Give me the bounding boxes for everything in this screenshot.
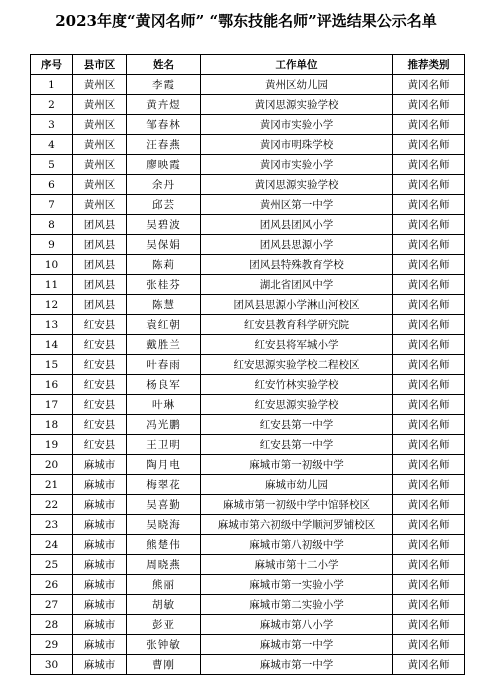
cell-name: 梅翠花 — [127, 475, 201, 495]
cell-district: 黄州区 — [73, 135, 127, 155]
cell-category: 黄冈名师 — [393, 415, 465, 435]
cell-name: 周晓燕 — [127, 555, 201, 575]
cell-work-unit: 麻城市第一初级中学中馆驿校区 — [201, 495, 393, 515]
cell-district: 黄州区 — [73, 75, 127, 95]
cell-work-unit: 黄州区第一中学 — [201, 195, 393, 215]
cell-serial: 14 — [31, 335, 73, 355]
cell-name: 熊丽 — [127, 575, 201, 595]
table-row — [31, 335, 465, 355]
cell-category: 黄冈名师 — [393, 175, 465, 195]
cell-serial: 27 — [31, 595, 73, 615]
cell-category: 黄冈名师 — [393, 75, 465, 95]
cell-name: 曹刚 — [127, 655, 201, 675]
cell-category: 黄冈名师 — [393, 355, 465, 375]
cell-work-unit: 团风县团风小学 — [201, 215, 393, 235]
cell-work-unit: 红安县第一中学 — [201, 435, 393, 455]
cell-category: 黄冈名师 — [393, 455, 465, 475]
cell-serial: 7 — [31, 195, 73, 215]
cell-serial: 20 — [31, 455, 73, 475]
cell-serial: 6 — [31, 175, 73, 195]
cell-name: 叶琳 — [127, 395, 201, 415]
cell-serial: 3 — [31, 115, 73, 135]
cell-name: 戴胜兰 — [127, 335, 201, 355]
cell-name: 吴喜勤 — [127, 495, 201, 515]
cell-serial: 18 — [31, 415, 73, 435]
table-row — [31, 175, 465, 195]
cell-work-unit: 麻城市第一实验小学 — [201, 575, 393, 595]
cell-work-unit: 麻城市第二实验小学 — [201, 595, 393, 615]
cell-serial: 22 — [31, 495, 73, 515]
cell-work-unit: 黄冈思源实验学校 — [201, 95, 393, 115]
cell-serial: 17 — [31, 395, 73, 415]
cell-category: 黄冈名师 — [393, 475, 465, 495]
cell-category: 黄冈名师 — [393, 295, 465, 315]
cell-category: 黄冈名师 — [393, 655, 465, 675]
cell-serial: 30 — [31, 655, 73, 675]
cell-district: 红安县 — [73, 335, 127, 355]
cell-name: 李霞 — [127, 75, 201, 95]
cell-serial: 25 — [31, 555, 73, 575]
cell-category: 黄冈名师 — [393, 555, 465, 575]
cell-work-unit: 团风县特殊教育学校 — [201, 255, 393, 275]
cell-district: 麻城市 — [73, 455, 127, 475]
table-row — [31, 535, 465, 555]
table-row — [31, 115, 465, 135]
cell-work-unit: 麻城市第一初级中学 — [201, 455, 393, 475]
cell-name: 吴晓海 — [127, 515, 201, 535]
cell-district: 麻城市 — [73, 575, 127, 595]
cell-category: 黄冈名师 — [393, 335, 465, 355]
cell-name: 陈慧 — [127, 295, 201, 315]
table-row — [31, 195, 465, 215]
table-row — [31, 515, 465, 535]
table-row — [31, 635, 465, 655]
cell-name: 张钟敏 — [127, 635, 201, 655]
cell-name: 吴保娟 — [127, 235, 201, 255]
table-row — [31, 375, 465, 395]
cell-work-unit: 麻城市第八初级中学 — [201, 535, 393, 555]
table-row — [31, 435, 465, 455]
cell-work-unit: 黄州区幼儿园 — [201, 75, 393, 95]
cell-district: 团风县 — [73, 235, 127, 255]
table-row — [31, 235, 465, 255]
cell-name: 熊楚伟 — [127, 535, 201, 555]
table-row — [31, 495, 465, 515]
cell-name: 王卫明 — [127, 435, 201, 455]
table-row — [31, 395, 465, 415]
cell-category: 黄冈名师 — [393, 375, 465, 395]
cell-category: 黄冈名师 — [393, 255, 465, 275]
cell-serial: 28 — [31, 615, 73, 635]
cell-serial: 5 — [31, 155, 73, 175]
cell-category: 黄冈名师 — [393, 535, 465, 555]
table-row — [31, 415, 465, 435]
table-row — [31, 295, 465, 315]
cell-serial: 1 — [31, 75, 73, 95]
cell-work-unit: 麻城市第六初级中学顺河罗铺校区 — [201, 515, 393, 535]
cell-category: 黄冈名师 — [393, 275, 465, 295]
cell-work-unit: 红安县第一中学 — [201, 415, 393, 435]
cell-district: 团风县 — [73, 275, 127, 295]
cell-category: 黄冈名师 — [393, 135, 465, 155]
cell-work-unit: 黄冈思源实验学校 — [201, 175, 393, 195]
cell-district: 麻城市 — [73, 595, 127, 615]
cell-district: 红安县 — [73, 315, 127, 335]
table-row — [31, 575, 465, 595]
cell-serial: 9 — [31, 235, 73, 255]
cell-serial: 10 — [31, 255, 73, 275]
cell-serial: 4 — [31, 135, 73, 155]
cell-name: 袁红朝 — [127, 315, 201, 335]
cell-district: 麻城市 — [73, 615, 127, 635]
cell-name: 余丹 — [127, 175, 201, 195]
cell-district: 红安县 — [73, 395, 127, 415]
cell-work-unit: 麻城市第一中学 — [201, 635, 393, 655]
cell-category: 黄冈名师 — [393, 115, 465, 135]
cell-work-unit: 红安县将军城小学 — [201, 335, 393, 355]
cell-district: 麻城市 — [73, 515, 127, 535]
cell-category: 黄冈名师 — [393, 595, 465, 615]
cell-category: 黄冈名师 — [393, 635, 465, 655]
cell-name: 冯光鹏 — [127, 415, 201, 435]
table-row — [31, 255, 465, 275]
table-row — [31, 475, 465, 495]
cell-district: 团风县 — [73, 295, 127, 315]
cell-serial: 15 — [31, 355, 73, 375]
cell-district: 红安县 — [73, 355, 127, 375]
cell-serial: 2 — [31, 95, 73, 115]
table-row — [31, 315, 465, 335]
cell-serial: 11 — [31, 275, 73, 295]
table-row — [31, 555, 465, 575]
cell-district: 团风县 — [73, 215, 127, 235]
cell-work-unit: 团风县思源小学淋山河校区 — [201, 295, 393, 315]
cell-district: 麻城市 — [73, 475, 127, 495]
cell-work-unit: 红安竹林实验学校 — [201, 375, 393, 395]
table-row — [31, 455, 465, 475]
results-table — [30, 54, 465, 675]
cell-district: 红安县 — [73, 375, 127, 395]
cell-work-unit: 麻城市第十二小学 — [201, 555, 393, 575]
table-row — [31, 135, 465, 155]
table-row — [31, 215, 465, 235]
cell-category: 黄冈名师 — [393, 435, 465, 455]
cell-serial: 24 — [31, 535, 73, 555]
cell-name: 廖映霞 — [127, 155, 201, 175]
cell-category: 黄冈名师 — [393, 495, 465, 515]
header-name: 姓名 — [127, 55, 201, 75]
cell-district: 麻城市 — [73, 655, 127, 675]
cell-work-unit: 麻城市幼儿园 — [201, 475, 393, 495]
cell-category: 黄冈名师 — [393, 315, 465, 335]
header-district: 县市区 — [73, 55, 127, 75]
table-row — [31, 275, 465, 295]
cell-name: 彭亚 — [127, 615, 201, 635]
cell-name: 邹春林 — [127, 115, 201, 135]
cell-district: 团风县 — [73, 255, 127, 275]
cell-serial: 8 — [31, 215, 73, 235]
cell-name: 黄卉煜 — [127, 95, 201, 115]
cell-district: 红安县 — [73, 415, 127, 435]
cell-category: 黄冈名师 — [393, 395, 465, 415]
cell-name: 叶春雨 — [127, 355, 201, 375]
header-serial: 序号 — [31, 55, 73, 75]
cell-work-unit: 麻城市第一中学 — [201, 655, 393, 675]
cell-category: 黄冈名师 — [393, 215, 465, 235]
cell-district: 黄州区 — [73, 95, 127, 115]
cell-serial: 19 — [31, 435, 73, 455]
cell-district: 麻城市 — [73, 555, 127, 575]
cell-category: 黄冈名师 — [393, 235, 465, 255]
cell-serial: 29 — [31, 635, 73, 655]
header-category: 推荐类别 — [393, 55, 465, 75]
document-title: 2023年度“黄冈名师” “鄂东技能名师”评选结果公示名单 — [55, 12, 437, 30]
table-row — [31, 95, 465, 115]
cell-district: 黄州区 — [73, 115, 127, 135]
cell-category: 黄冈名师 — [393, 195, 465, 215]
cell-category: 黄冈名师 — [393, 575, 465, 595]
cell-name: 汪春燕 — [127, 135, 201, 155]
cell-district: 黄州区 — [73, 155, 127, 175]
table-header-row — [31, 55, 465, 75]
cell-work-unit: 黄冈市明珠学校 — [201, 135, 393, 155]
cell-category: 黄冈名师 — [393, 615, 465, 635]
cell-name: 陈莉 — [127, 255, 201, 275]
table-row — [31, 615, 465, 635]
cell-serial: 21 — [31, 475, 73, 495]
cell-name: 邱芸 — [127, 195, 201, 215]
cell-district: 麻城市 — [73, 635, 127, 655]
cell-work-unit: 红安思源实验学校二程校区 — [201, 355, 393, 375]
cell-name: 吴碧波 — [127, 215, 201, 235]
cell-work-unit: 团风县思源小学 — [201, 235, 393, 255]
cell-district: 黄州区 — [73, 175, 127, 195]
cell-serial: 13 — [31, 315, 73, 335]
cell-name: 杨良军 — [127, 375, 201, 395]
table-row — [31, 155, 465, 175]
cell-category: 黄冈名师 — [393, 95, 465, 115]
cell-work-unit: 湖北省团风中学 — [201, 275, 393, 295]
cell-district: 黄州区 — [73, 195, 127, 215]
cell-serial: 16 — [31, 375, 73, 395]
table-row — [31, 355, 465, 375]
table-row — [31, 655, 465, 675]
cell-serial: 23 — [31, 515, 73, 535]
cell-district: 红安县 — [73, 435, 127, 455]
cell-work-unit: 麻城市第八小学 — [201, 615, 393, 635]
cell-name: 胡敏 — [127, 595, 201, 615]
cell-work-unit: 黄冈市实验小学 — [201, 115, 393, 135]
cell-work-unit: 红安县教育科学研究院 — [201, 315, 393, 335]
cell-category: 黄冈名师 — [393, 515, 465, 535]
cell-district: 麻城市 — [73, 535, 127, 555]
cell-serial: 12 — [31, 295, 73, 315]
cell-category: 黄冈名师 — [393, 155, 465, 175]
cell-district: 麻城市 — [73, 495, 127, 515]
table-body — [31, 75, 465, 675]
cell-work-unit: 黄冈市实验小学 — [201, 155, 393, 175]
table-row — [31, 75, 465, 95]
cell-work-unit: 红安思源实验学校 — [201, 395, 393, 415]
header-work-unit: 工作单位 — [201, 55, 393, 75]
cell-serial: 26 — [31, 575, 73, 595]
cell-name: 陶月电 — [127, 455, 201, 475]
cell-name: 张桂芬 — [127, 275, 201, 295]
table-row — [31, 595, 465, 615]
